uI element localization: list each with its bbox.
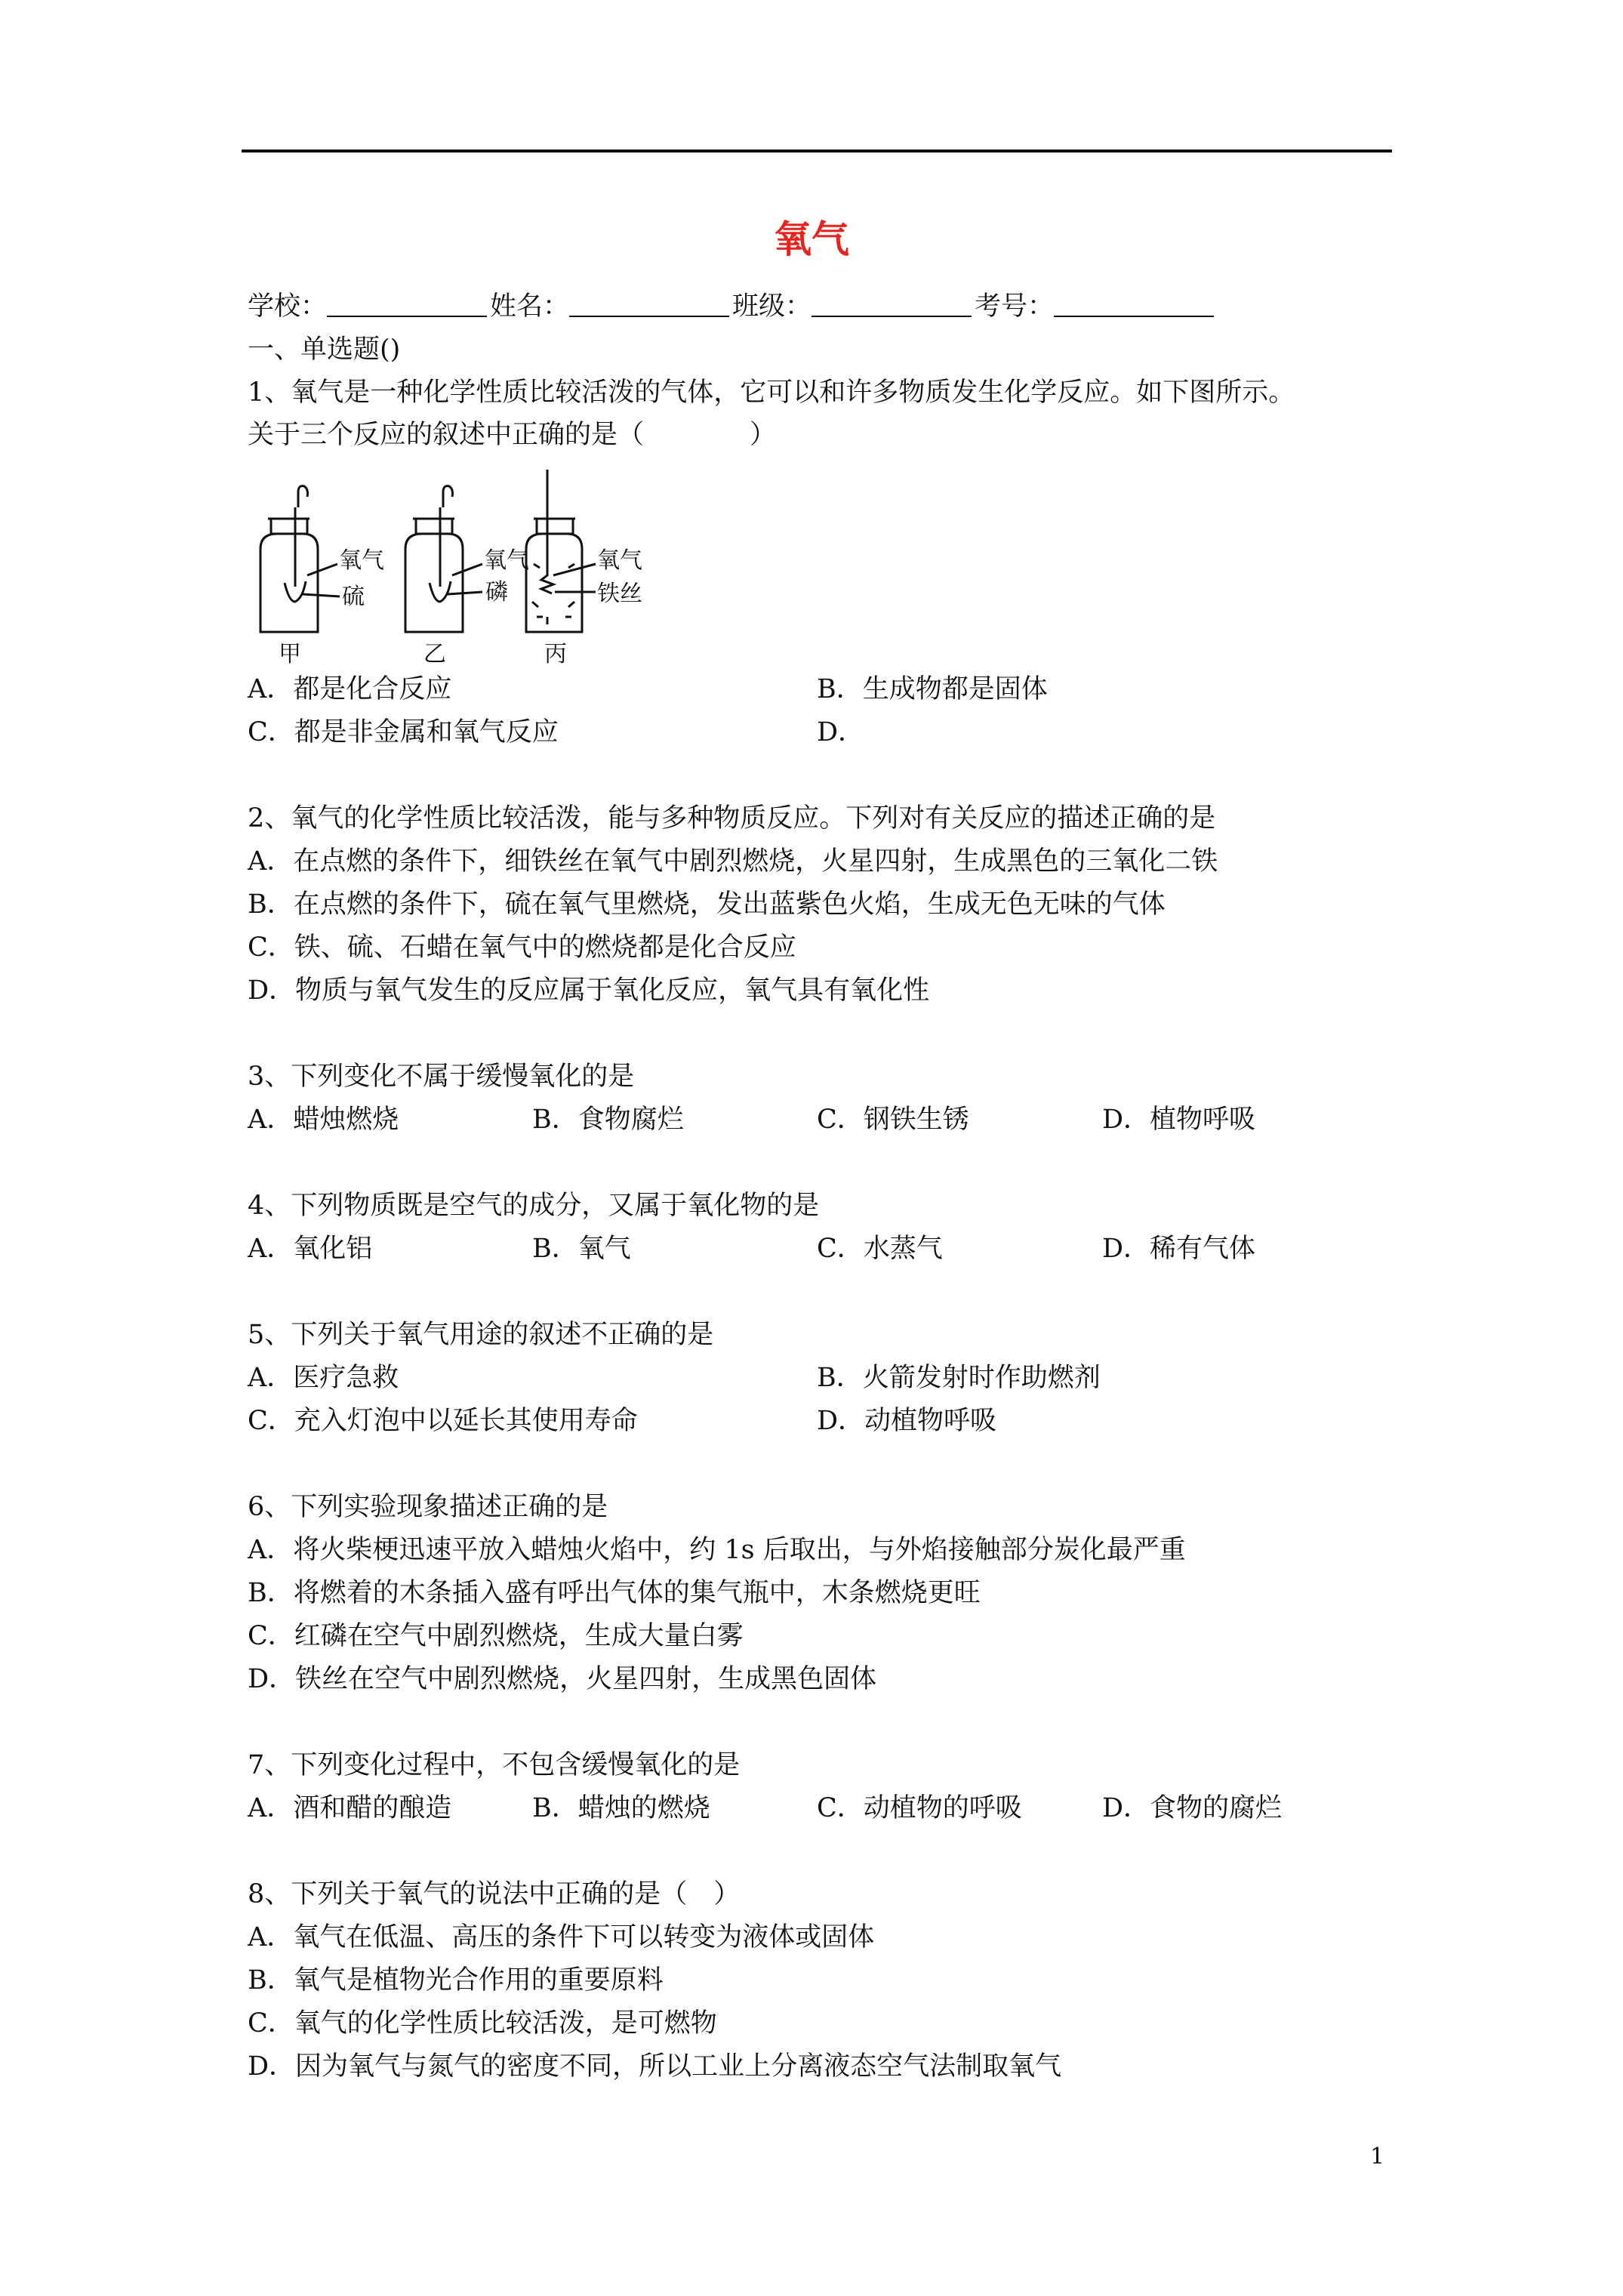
header-rule — [242, 149, 1392, 153]
q3-option-a[interactable]: A．蜡烛燃烧 — [248, 1105, 399, 1135]
bottle-jia-gas-label: 氧气 — [339, 547, 384, 574]
q5-option-d[interactable]: D．动植物呼吸 — [817, 1406, 997, 1436]
q1-option-b[interactable]: B．生成物都是固体 — [817, 674, 1048, 704]
bottle-yi-substance-label: 磷 — [485, 579, 508, 606]
school-blank[interactable] — [327, 285, 487, 317]
q8-option-b[interactable]: B．氧气是植物光合作用的重要原料 — [248, 1965, 664, 1996]
q2-option-b[interactable]: B．在点燃的条件下，硫在氧气里燃烧，发出蓝紫色火焰，生成无色无味的气体 — [248, 889, 1166, 920]
q8-option-c[interactable]: C．氧气的化学性质比较活泼，是可燃物 — [248, 2008, 717, 2039]
bottle-bing-caption: 丙 — [544, 641, 567, 666]
school-label: 学校： — [248, 291, 328, 322]
q1-figure-bottles — [245, 462, 683, 666]
q6-stem: 6、下列实验现象描述正确的是 — [248, 1492, 608, 1522]
q6-option-d[interactable]: D．铁丝在空气中剧烈燃烧，火星四射，生成黑色固体 — [248, 1664, 877, 1694]
q2-stem: 2、氧气的化学性质比较活泼，能与多种物质反应。下列对有关反应的描述正确的是 — [248, 803, 1216, 834]
q5-stem: 5、下列关于氧气用途的叙述不正确的是 — [248, 1320, 714, 1350]
exam-number-label: 考号： — [975, 291, 1055, 322]
q6-option-b[interactable]: B．将燃着的木条插入盛有呼出气体的集气瓶中，木条燃烧更旺 — [248, 1578, 981, 1608]
bottle-bing — [526, 470, 596, 632]
q7-option-a[interactable]: A．酒和醋的酿造 — [248, 1793, 452, 1823]
name-blank[interactable] — [569, 285, 729, 317]
q4-option-c[interactable]: C．水蒸气 — [817, 1234, 943, 1264]
q2-option-c[interactable]: C．铁、硫、石蜡在氧气中的燃烧都是化合反应 — [248, 932, 796, 963]
page-number: 1 — [1370, 2143, 1385, 2170]
q4-option-b[interactable]: B．氧气 — [532, 1234, 631, 1264]
bottle-bing-substance-label: 铁丝 — [597, 581, 642, 607]
bottle-yi-caption: 乙 — [423, 641, 446, 666]
class-blank[interactable] — [812, 285, 972, 317]
q8-option-a[interactable]: A．氧气在低温、高压的条件下可以转变为液体或固体 — [248, 1922, 875, 1952]
q7-stem: 7、下列变化过程中，不包含缓慢氧化的是 — [248, 1750, 741, 1780]
q3-stem: 3、下列变化不属于缓慢氧化的是 — [248, 1062, 635, 1092]
q4-option-d[interactable]: D．稀有气体 — [1102, 1234, 1256, 1264]
page-title: 氧气 — [774, 217, 849, 261]
section-title: 一、单选题() — [248, 334, 401, 365]
bottle-jia-substance-label: 硫 — [342, 584, 365, 610]
name-label: 姓名： — [490, 291, 570, 322]
q3-option-c[interactable]: C．钢铁生锈 — [817, 1105, 969, 1135]
q3-option-b[interactable]: B．食物腐烂 — [532, 1105, 684, 1135]
q8-option-d[interactable]: D．因为氧气与氮气的密度不同，所以工业上分离液态空气法制取氧气 — [248, 2051, 1062, 2082]
bottle-yi — [405, 486, 482, 632]
q7-option-d[interactable]: D．食物的腐烂 — [1102, 1793, 1283, 1823]
q1-stem-line1: 1、氧气是一种化学性质比较活泼的气体，它可以和许多物质发生化学反应。如下图所示。 — [248, 378, 1295, 408]
bottle-jia-caption: 甲 — [279, 641, 301, 666]
q2-option-d[interactable]: D．物质与氧气发生的反应属于氧化反应，氧气具有氧化性 — [248, 975, 930, 1006]
q4-option-a[interactable]: A．氧化铝 — [248, 1234, 373, 1264]
bottle-yi-gas-label: 氧气 — [484, 547, 529, 574]
exam-number-blank[interactable] — [1054, 285, 1214, 317]
q1-option-d[interactable]: D． — [817, 717, 865, 747]
info-row — [248, 285, 1217, 328]
q7-option-b[interactable]: B．蜡烛的燃烧 — [532, 1793, 710, 1823]
q8-stem: 8、下列关于氧气的说法中正确的是（ ） — [248, 1879, 741, 1909]
q4-stem: 4、下列物质既是空气的成分，又属于氧化物的是 — [248, 1191, 820, 1221]
q6-option-a[interactable]: A．将火柴梗迅速平放入蜡烛火焰中，约 1s 后取出，与外焰接触部分炭化最严重 — [248, 1535, 1186, 1565]
q1-option-c[interactable]: C．都是非金属和氧气反应 — [248, 717, 559, 747]
q1-stem-line2: 关于三个反应的叙述中正确的是（ ） — [248, 420, 777, 450]
q5-option-a[interactable]: A．医疗急救 — [248, 1363, 399, 1393]
q7-option-c[interactable]: C．动植物的呼吸 — [817, 1793, 1022, 1823]
bottle-bing-gas-label: 氧气 — [597, 547, 642, 574]
bottle-jia — [260, 486, 340, 632]
q3-option-d[interactable]: D．植物呼吸 — [1102, 1105, 1256, 1135]
q1-option-a[interactable]: A．都是化合反应 — [248, 674, 452, 704]
q5-option-b[interactable]: B．火箭发射时作助燃剂 — [817, 1363, 1101, 1393]
q2-option-a[interactable]: A．在点燃的条件下，细铁丝在氧气中剧烈燃烧，火星四射，生成黑色的三氧化二铁 — [248, 846, 1218, 877]
q5-option-c[interactable]: C．充入灯泡中以延长其使用寿命 — [248, 1406, 638, 1436]
q6-option-c[interactable]: C．红磷在空气中剧烈燃烧，生成大量白雾 — [248, 1621, 744, 1651]
class-label: 班级： — [732, 291, 812, 322]
